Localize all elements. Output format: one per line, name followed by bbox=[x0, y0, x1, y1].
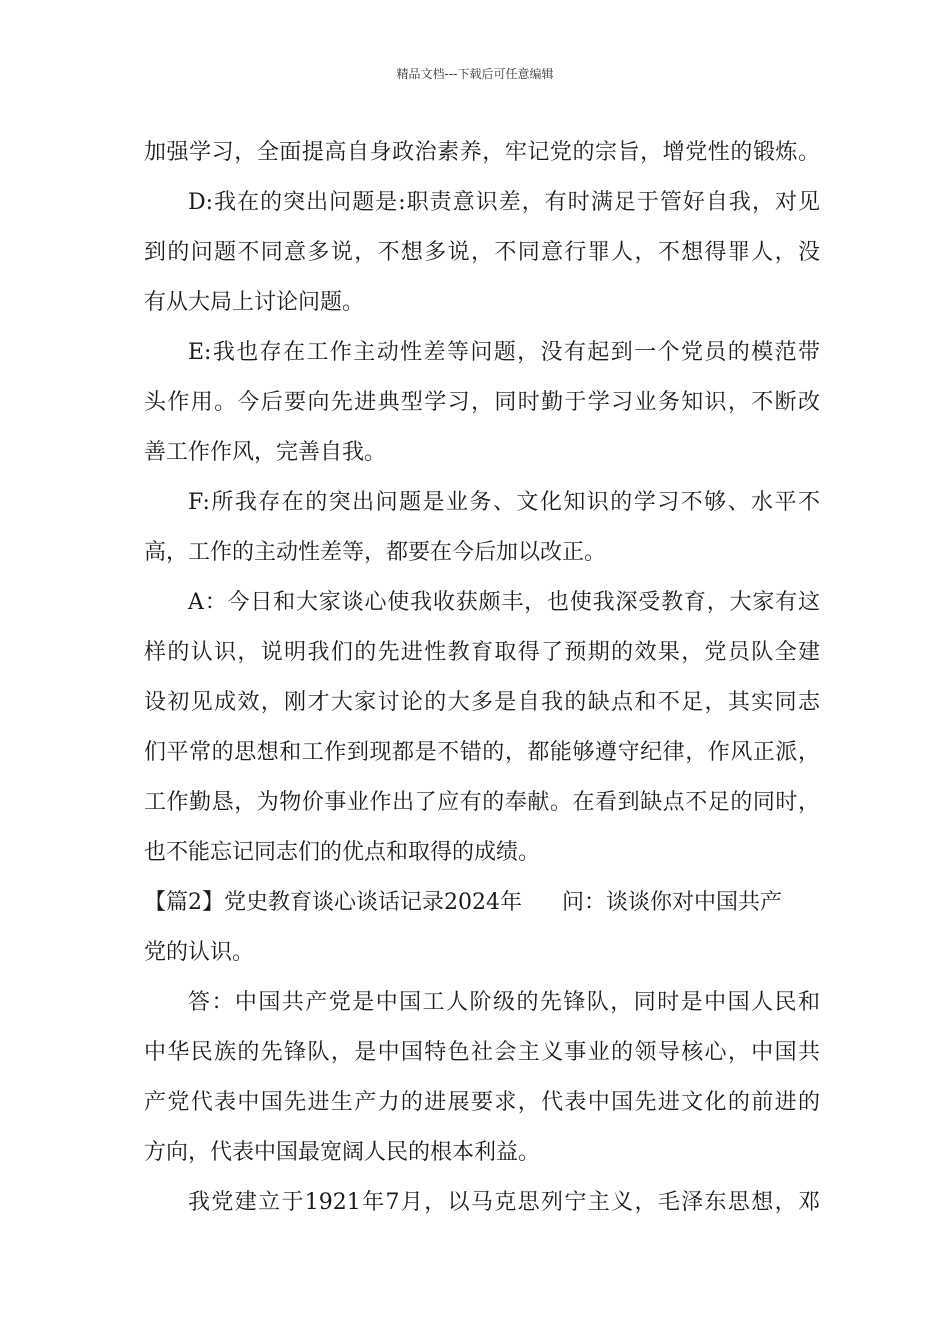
paragraph-line: E:我也存在工作主动性差等问题，没有起到一个党员的模范带 bbox=[188, 340, 820, 365]
paragraph-line: A：今日和大家谈心使我收获颇丰，也使我深受教育，大家有这 bbox=[188, 590, 820, 615]
paragraph-line: 善工作作风，完善自我。 bbox=[144, 440, 387, 465]
paragraph-line: 有从大局上讨论问题。 bbox=[144, 290, 365, 315]
paragraph-line: 头作用。今后要向先进典型学习，同时勤于学习业务知识，不断改 bbox=[144, 390, 820, 415]
paragraph-line: 们平常的思想和工作到现都是不错的，都能够遵守纪律，作风正派， bbox=[144, 740, 820, 765]
question-text: 问：谈谈你对中国共产 bbox=[562, 890, 783, 915]
paragraph-line: 党的认识。 bbox=[144, 940, 255, 965]
page-header: 精品文档---下载后可任意编辑 bbox=[396, 67, 554, 81]
paragraph-line: F:所我存在的突出问题是业务、文化知识的学习不够、水平不 bbox=[188, 490, 820, 515]
paragraph-line: 到的问题不同意多说，不想多说，不同意行罪人，不想得罪人，没 bbox=[144, 240, 820, 265]
paragraph-line: 加强学习，全面提高自身政治素养，牢记党的宗旨，增党性的锻炼。 bbox=[144, 140, 820, 165]
paragraph-line: 样的认识，说明我们的先进性教育取得了预期的效果，党员队全建 bbox=[144, 640, 820, 665]
paragraph-line: 设初见成效，刚才大家讨论的大多是自我的缺点和不足，其实同志 bbox=[144, 690, 820, 715]
paragraph-line: 产党代表中国先进生产力的进展要求，代表中国先进文化的前进的 bbox=[144, 1090, 820, 1115]
paragraph-line: 我党建立于1921年7月，以马克思列宁主义，毛泽东思想，邓 bbox=[188, 1190, 820, 1215]
section-heading-line bbox=[144, 878, 820, 928]
paragraph-line: 答：中国共产党是中国工人阶级的先锋队，同时是中国人民和 bbox=[188, 990, 820, 1015]
paragraph-line: 高，工作的主动性差等，都要在今后加以改正。 bbox=[144, 540, 607, 565]
document-body bbox=[144, 128, 820, 1228]
paragraph-line: D:我在的突出问题是:职责意识差，有时满足于管好自我，对见 bbox=[188, 190, 820, 215]
section-title: 【篇2】党史教育谈心谈话记录2024年 bbox=[144, 890, 522, 915]
paragraph-line: 也不能忘记同志们的优点和取得的成绩。 bbox=[144, 840, 541, 865]
paragraph-line: 中华民族的先锋队，是中国特色社会主义事业的领导核心，中国共 bbox=[144, 1040, 820, 1065]
paragraph-line: 方向，代表中国最宽阔人民的根本利益。 bbox=[144, 1140, 541, 1165]
paragraph-line: 工作勤恳，为物价事业作出了应有的奉献。在看到缺点不足的同时， bbox=[144, 790, 820, 815]
